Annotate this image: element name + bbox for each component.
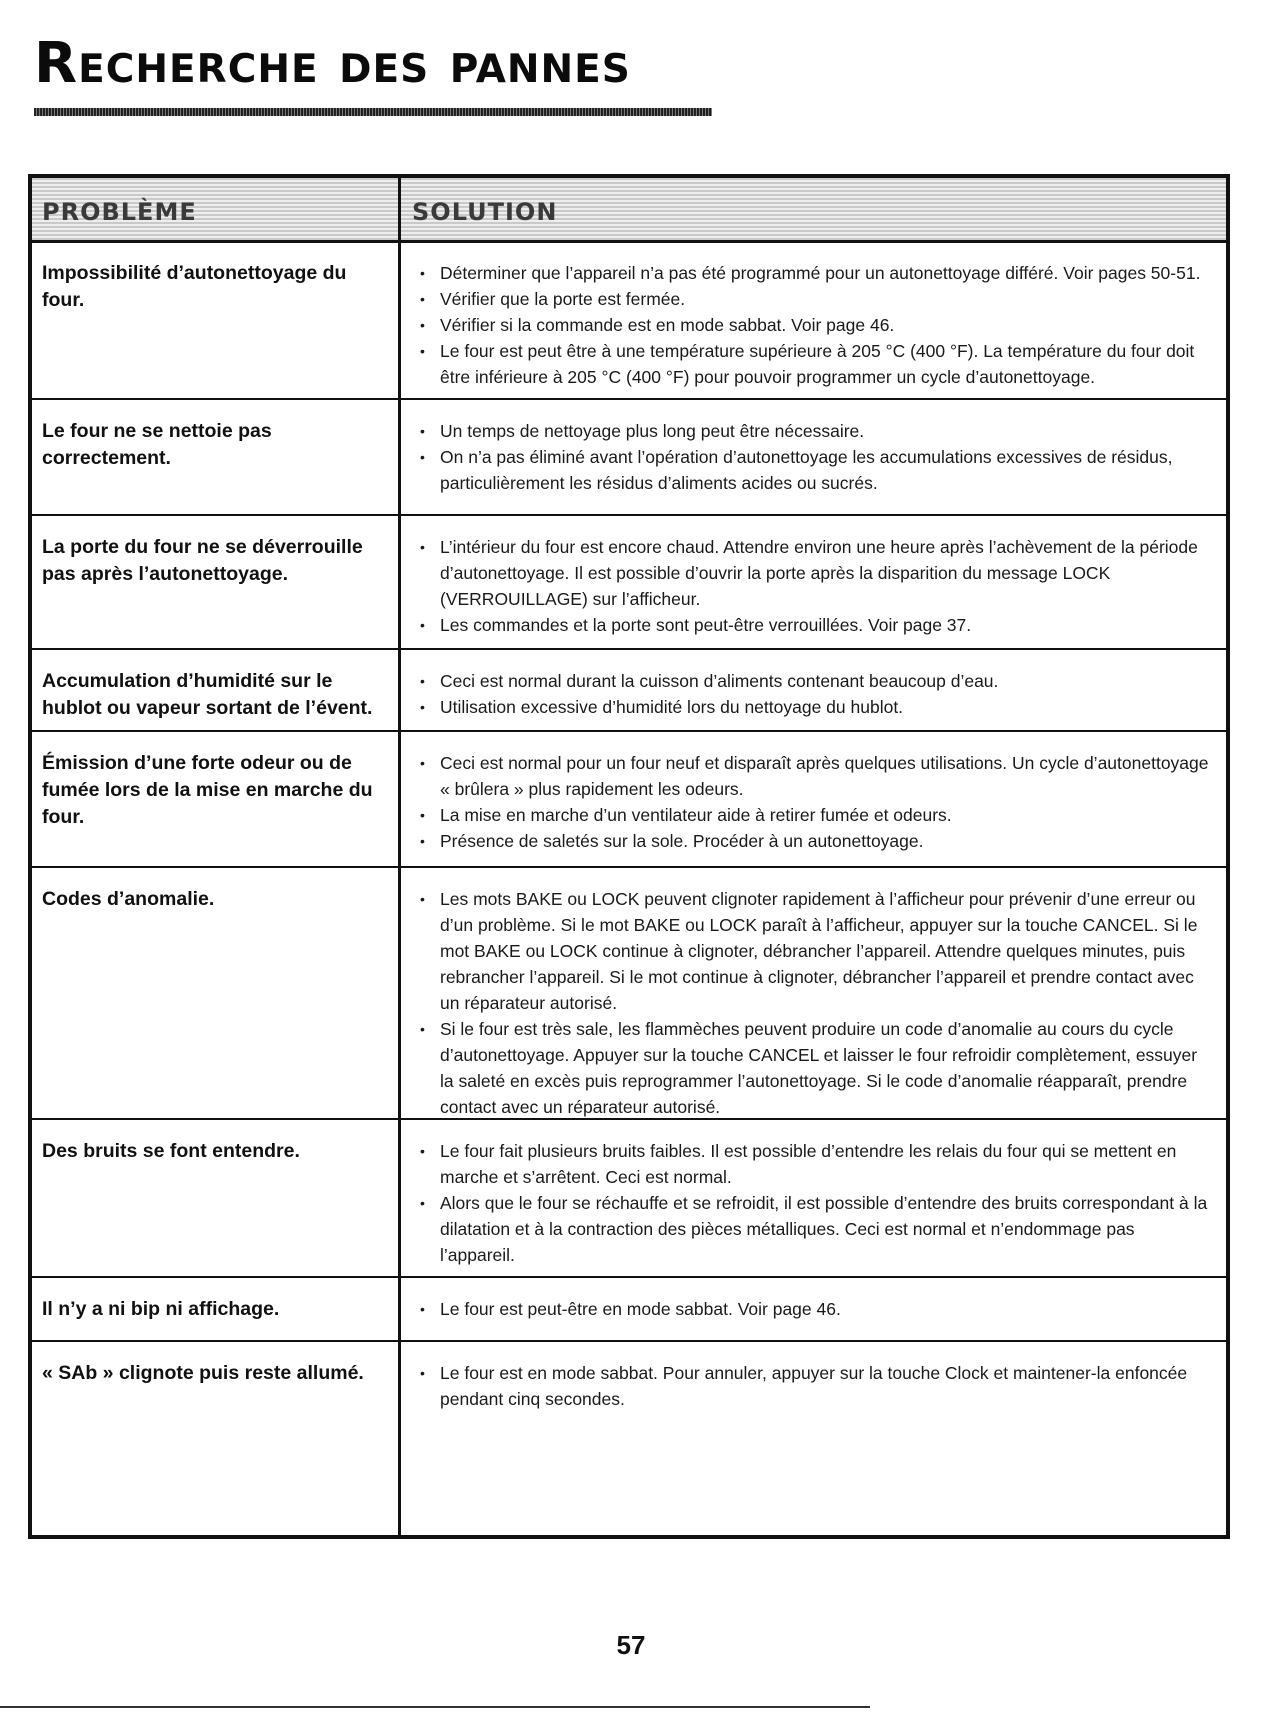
solution-item: • Si le four est très sale, les flammèches peuvent produire un code d’anomalie au cours du cycle d’autonettoyage. Appuyer sur la touche CANCEL et laisser le four refroidir complètement, essuyer la saleté en excès puis reprogrammer l’autonettoyage. Si le code d’anomalie réapparaît, prendre contact avec un réparateur autorisé.: [418, 1016, 1213, 1120]
solution-list: [418, 260, 1213, 390]
solution-item: • La mise en marche d’un ventilateur aide à retirer fumée et odeurs.: [418, 802, 1213, 828]
solution-item: • Vérifier que la porte est fermée.: [418, 286, 1213, 312]
problem-text: Codes d’anomalie.: [42, 888, 215, 910]
solution-item: • On n’a pas éliminé avant l’opération d’autonettoyage les accumulations excessives de résidus, particulièrement les résidus d’aliments acides ou sucrés.: [418, 444, 1213, 496]
problem-text: Il n’y a ni bip ni affichage.: [42, 1298, 280, 1320]
solution-item: • Les commandes et la porte sont peut-être verrouillées. Voir page 37.: [418, 612, 1213, 638]
problem-text: Impossibilité d’autonettoyage du four.: [42, 262, 347, 311]
page-title: Recherche des pannes: [34, 31, 631, 96]
solution-list: [418, 1296, 1213, 1322]
table-row: [32, 866, 1226, 1120]
solution-item: • Ceci est normal durant la cuisson d’aliments contenant beaucoup d’eau.: [418, 668, 1213, 694]
table-row: [32, 240, 1226, 400]
solution-item: • Le four est en mode sabbat. Pour annuler, appuyer sur la touche Clock et maintener-la enfoncée pendant cinq secondes.: [418, 1360, 1213, 1412]
solution-list: [418, 418, 1213, 496]
solution-item: • Le four fait plusieurs bruits faibles. Il est possible d’entendre les relais du four qui se mettent en marche et s’arrêtent. Ceci est normal.: [418, 1138, 1213, 1190]
table-header: [32, 178, 1226, 243]
solution-list: [418, 886, 1213, 1120]
problem-text: Le four ne se nettoie pas correctement.: [42, 420, 272, 469]
table-row: [32, 730, 1226, 868]
table-row: [32, 1118, 1226, 1278]
solution-list: [418, 534, 1213, 638]
page-number: 57: [616, 1630, 646, 1660]
solution-column-header: SOLUTION: [412, 198, 558, 226]
solution-item: • Les mots BAKE ou LOCK peuvent clignoter rapidement à l’afficheur pour prévenir d’une erreur ou d’un problème. Si le mot BAKE ou LOCK paraît à l’afficheur, appuyer sur la touche CANCEL. Si le mot BAKE ou LOCK continue à clignoter, débrancher l’appareil. Attendre quelques minutes, puis rebrancher l’appareil. Si le mot continue à clignoter, débrancher l’appareil et prendre contact avec un réparateur autorisé.: [418, 886, 1213, 1016]
solution-list: [418, 1360, 1213, 1412]
problem-text: Des bruits se font entendre.: [42, 1140, 300, 1162]
table-row: [32, 648, 1226, 732]
troubleshooting-table: [28, 174, 1230, 1539]
problem-text: « SAb » clignote puis reste allumé.: [42, 1362, 364, 1384]
table-row: [32, 398, 1226, 516]
solution-item: • Déterminer que l’appareil n’a pas été programmé pour un autonettoyage différé. Voir pages 50-51.: [418, 260, 1213, 286]
solution-list: [418, 668, 1213, 720]
problem-column-header: PROBLÈME: [42, 198, 197, 226]
solution-item: • Ceci est normal pour un four neuf et disparaît après quelques utilisations. Un cycle d’autonettoyage « brûlera » plus rapidement les odeurs.: [418, 750, 1213, 802]
problem-text: Émission d’une forte odeur ou de fumée lors de la mise en marche du four.: [42, 752, 373, 828]
solution-item: • Présence de saletés sur la sole. Procéder à un autonettoyage.: [418, 828, 1213, 854]
solution-item: • Vérifier si la commande est en mode sabbat. Voir page 46.: [418, 312, 1213, 338]
solution-item: • Utilisation excessive d’humidité lors du nettoyage du hublot.: [418, 694, 1213, 720]
table-row: [32, 1340, 1226, 1541]
solution-item: • L’intérieur du four est encore chaud. Attendre environ une heure après l’achèvement de la période d’autonettoyage. Il est possible d’ouvrir la porte après la disparition du message LOCK (VERROUILLAGE) sur l’afficheur.: [418, 534, 1213, 612]
problem-text: La porte du four ne se déverrouille pas après l’autonettoyage.: [42, 536, 363, 585]
solution-item: • Alors que le four se réchauffe et se refroidit, il est possible d’entendre des bruits correspondant à la dilatation et à la contraction des pièces métalliques. Ceci est normal et n’endommage pas l’appareil.: [418, 1190, 1213, 1268]
problem-text: Accumulation d’humidité sur le hublot ou vapeur sortant de l’évent.: [42, 670, 373, 719]
table-row: [32, 514, 1226, 650]
footer-rule: [0, 1706, 870, 1708]
solution-item: • Le four est peut-être en mode sabbat. Voir page 46.: [418, 1296, 1213, 1322]
solution-list: [418, 750, 1213, 854]
solution-item: • Un temps de nettoyage plus long peut être nécessaire.: [418, 418, 1213, 444]
title-underline: [34, 108, 712, 116]
table-row: [32, 1276, 1226, 1342]
solution-list: [418, 1138, 1213, 1268]
solution-item: • Le four est peut être à une température supérieure à 205 °C (400 °F). La température du four doit être inférieure à 205 °C (400 °F) pour pouvoir programmer un cycle d’autonettoyage.: [418, 338, 1213, 390]
